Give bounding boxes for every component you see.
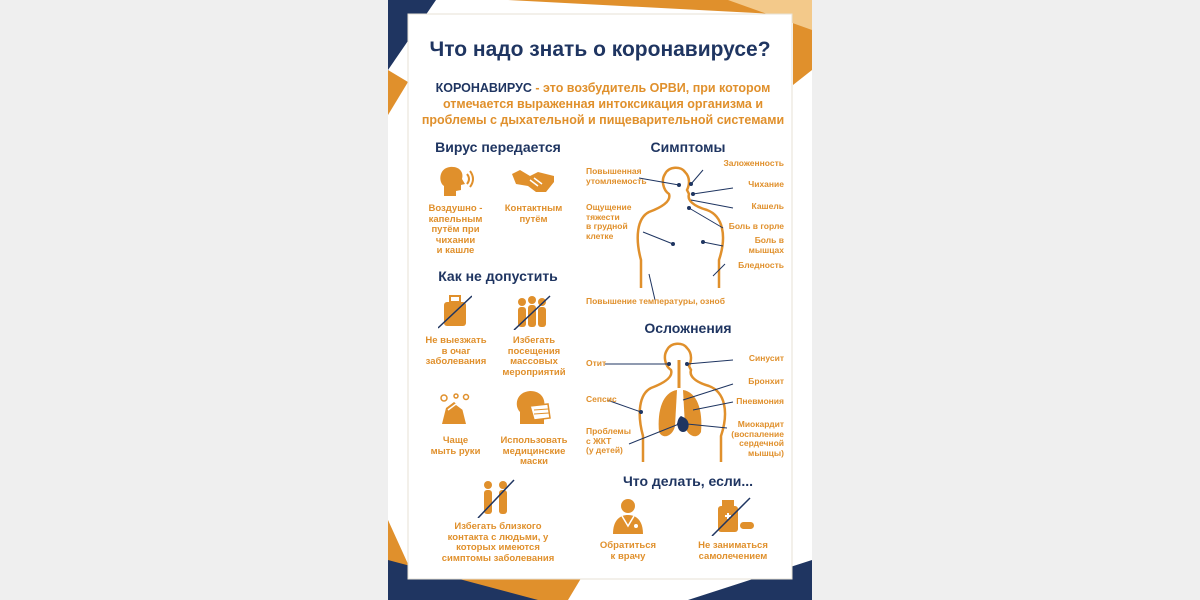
suitcase-crossed-icon [438,294,472,330]
symptoms-heading: Симптомы [650,139,726,155]
symptom-chest-heaviness-label: Ощущение тяжести в грудной клетке [586,202,632,241]
prevention-wash-hands-label: Чаще мыть руки [430,435,481,457]
what-to-do-see-doctor-label: Обратиться к врачу [599,540,657,562]
poster-title: Что надо знать о коронавирусе? [429,38,771,61]
symptom-pallor-label: Бледность [738,260,784,270]
intro-line-2: отмечается выраженная интоксикация организма и [442,97,764,111]
close-contact-crossed-icon [476,478,516,518]
prevention-heading: Как не допустить [438,268,558,284]
medical-mask-icon [512,388,552,428]
symptom-fever-label: Повышение температуры, озноб [586,296,725,306]
symptom-sneezing-label: Чихание [748,179,784,189]
prevention-avoid-crowds-label: Избегать посещения массовых мероприятий [502,335,566,378]
prevention-mask-label: Использовать медицинские маски [500,435,568,467]
complication-sinusitis-label: Синусит [748,353,784,363]
symptom-fatigue-label: Повышенная утомляемость [586,166,647,186]
doctor-icon [610,496,646,536]
transmission-airborne-label: Воздушно - капельным путём при чихании и кашле [428,203,483,256]
speaking-head-icon [436,164,476,198]
medicine-crossed-icon [710,496,756,536]
symptom-sore-throat-label: Боль в горле [728,221,784,231]
hand-washing-icon [436,392,474,428]
intro-lead: - это возбудитель ОРВИ, при котором [531,81,771,95]
complication-gi-problems-label: Проблемы с ЖКТ (у детей) [586,426,631,455]
symptom-muscle-pain-label: Боль в мышцах [748,235,784,255]
transmission-contact-label: Контактным путём [504,203,563,225]
what-to-do-no-self-medication-label: Не заниматься самолечением [698,540,768,562]
crowd-crossed-icon [512,294,552,330]
symptom-congestion-label: Заложенность [723,158,784,168]
complication-otitis-label: Отит [586,358,607,368]
complication-bronchitis-label: Бронхит [748,376,784,386]
handshake-icon [510,166,556,194]
poster [388,0,812,600]
complication-pneumonia-label: Пневмония [736,396,784,406]
prevention-close-contact-label: Избегать близкого контакта с людьми, у которых имеются симптомы заболевания [441,521,555,564]
complication-sepsis-label: Сепсис [586,394,617,404]
symptom-cough-label: Кашель [751,201,784,211]
what-to-do-heading: Что делать, если... [622,473,754,489]
prevention-no-travel-label: Не выезжать в очаг заболевания [425,335,487,367]
intro-line-3: проблемы с дыхательной и пищеварительной системами [421,113,785,127]
transmission-heading: Вирус передается [435,139,561,155]
intro-text [418,80,788,128]
complication-myocarditis-label: Миокардит (воспаление сердечной мышцы) [731,419,784,458]
complications-heading: Осложнения [644,320,732,336]
intro-term: КОРОНАВИРУС [435,81,532,95]
